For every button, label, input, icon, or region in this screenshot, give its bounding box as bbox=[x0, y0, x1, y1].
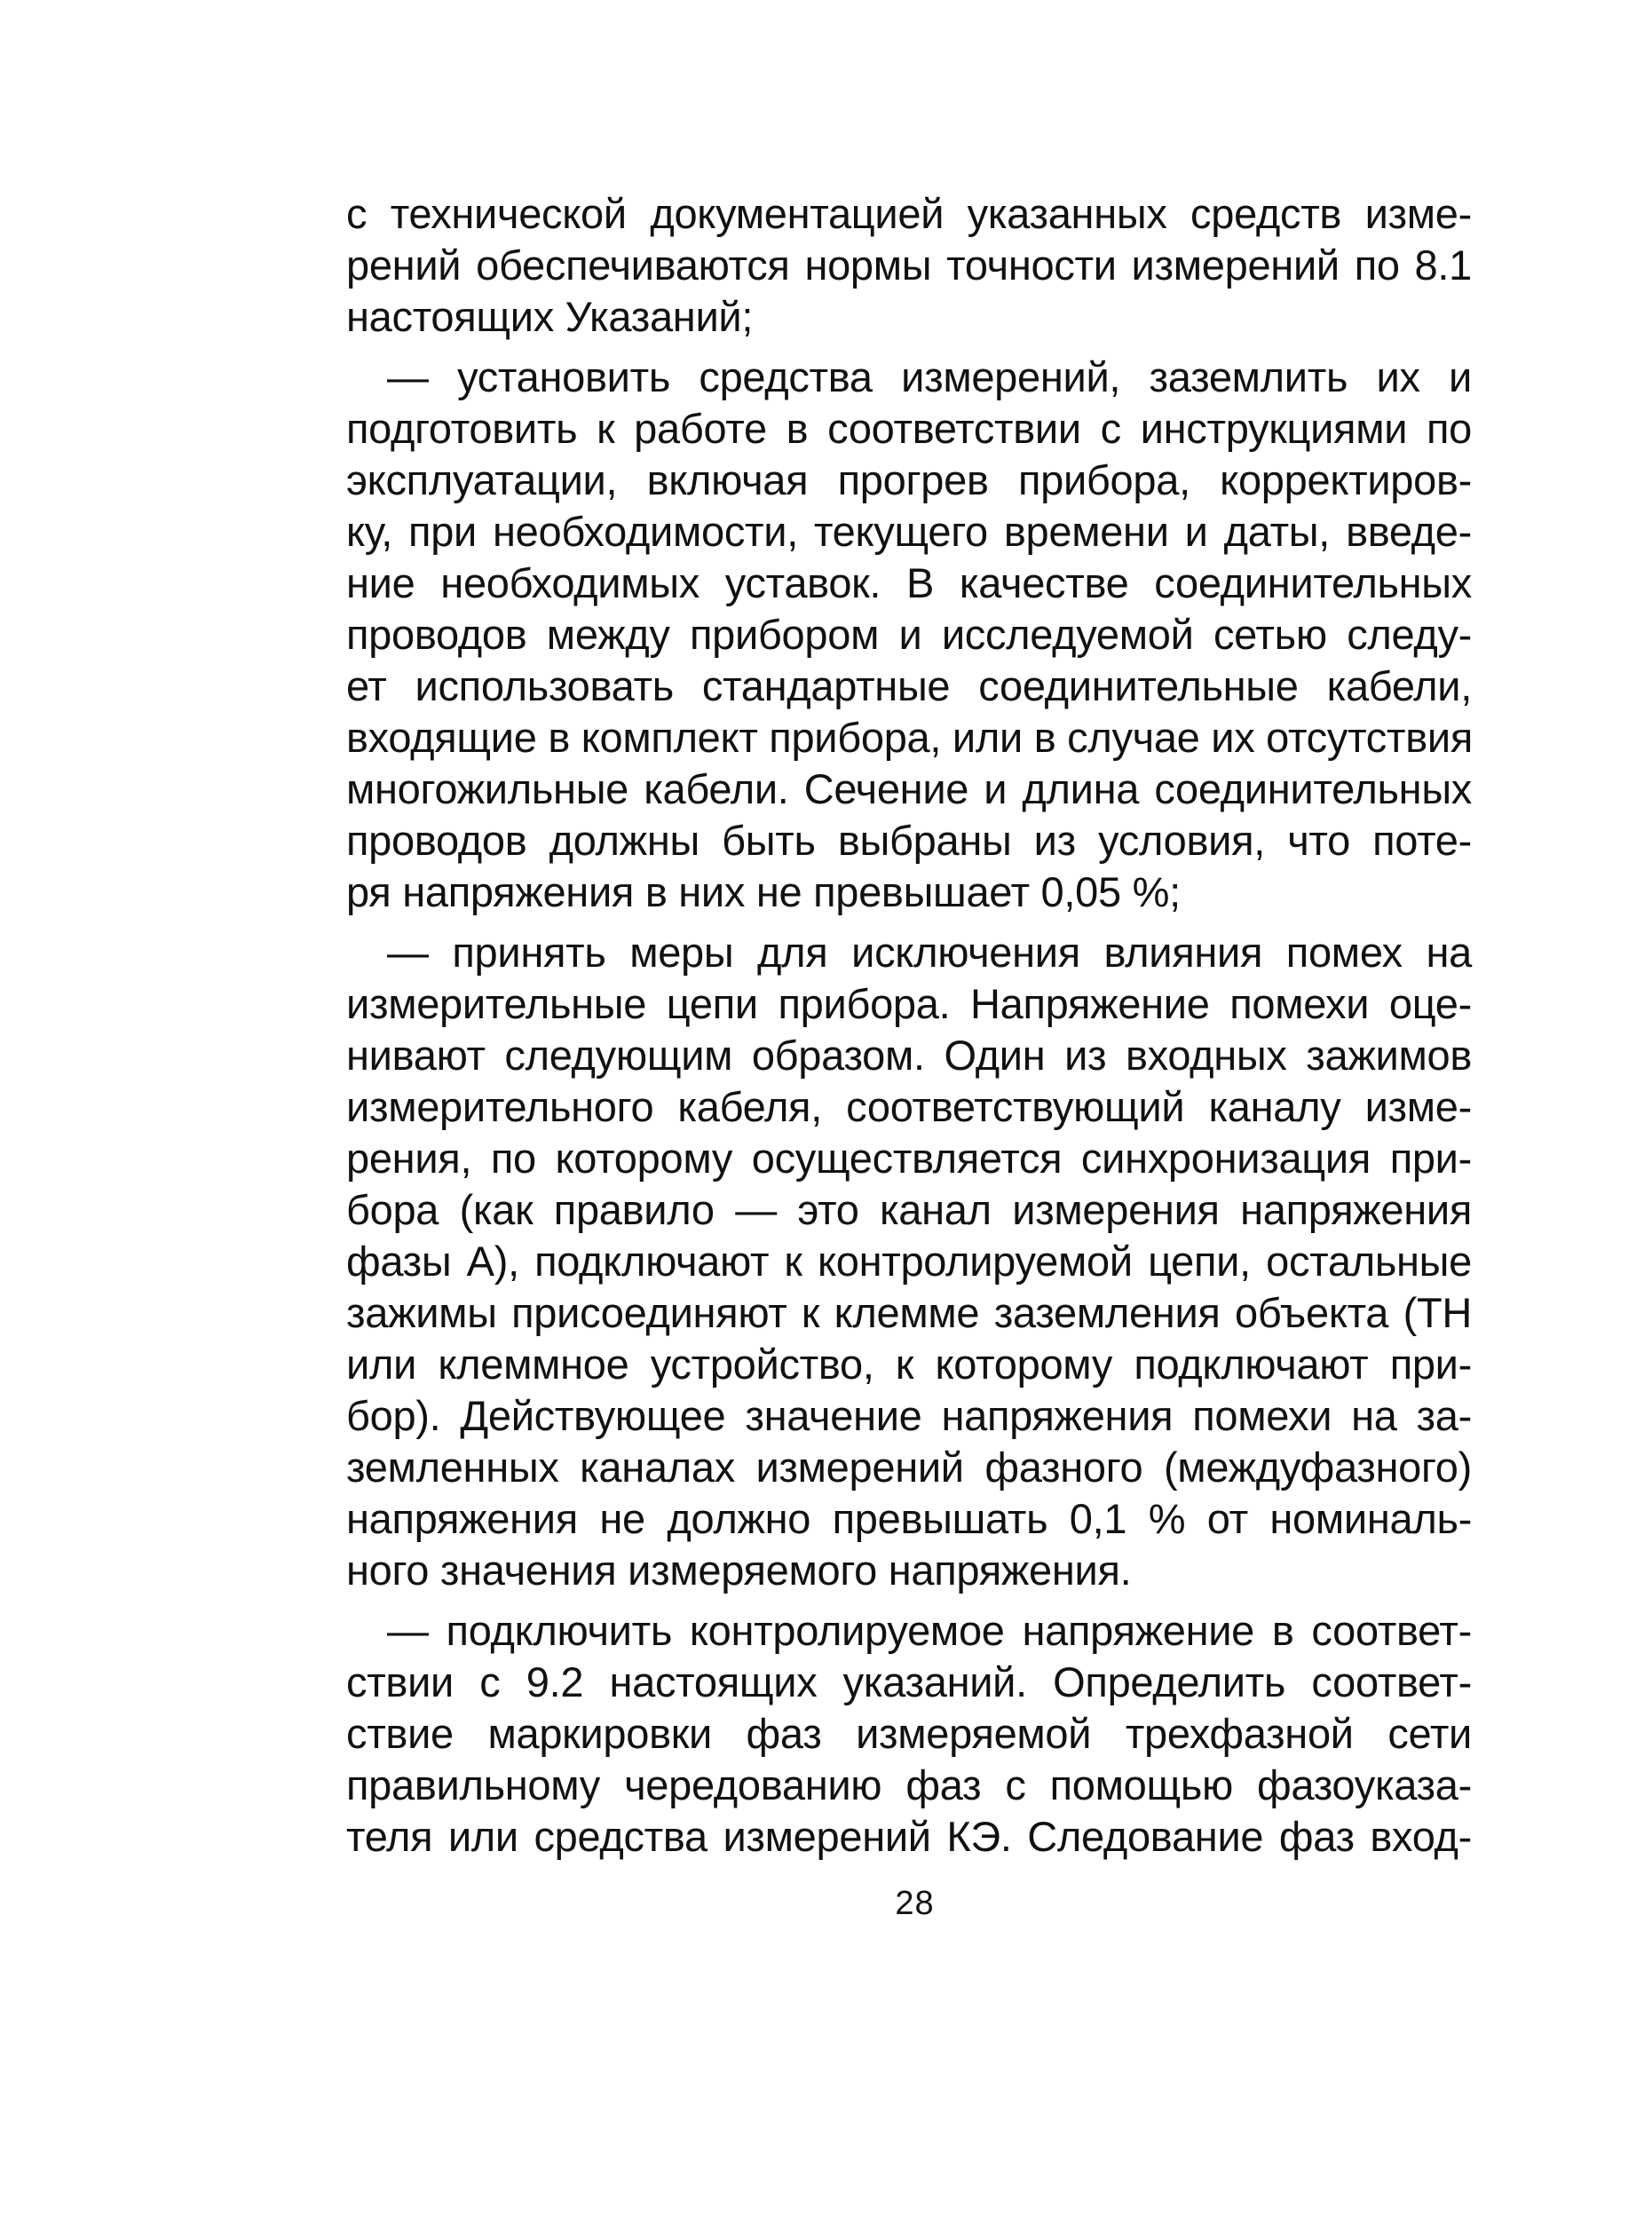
text-line: ствии с 9.2 настоящих указаний. Определить соответ- bbox=[346, 1658, 1472, 1705]
text-line: измерительного кабеля, соответствующий каналу изме- bbox=[346, 1083, 1472, 1130]
text-line: проводов между прибором и исследуемой сетью следу- bbox=[346, 611, 1472, 658]
text-line: многожильные кабели. Сечение и длина соединительных bbox=[346, 765, 1472, 812]
text-line: напряжения не должно превышать 0,1 % от номиналь- bbox=[346, 1495, 1472, 1542]
text-line: или клеммное устройство, к которому подключают при- bbox=[346, 1341, 1472, 1388]
text-line: земленных каналах измерений фазного (междуфазного) bbox=[346, 1444, 1472, 1491]
text-line: — принять меры для исключения влияния помех на bbox=[387, 929, 1472, 976]
text-line: правильному чередованию фаз с помощью фазоуказа- bbox=[346, 1761, 1472, 1808]
text-line: подготовить к работе в соответствии с инструкциями по bbox=[346, 405, 1472, 452]
text-line: ствие маркировки фаз измеряемой трехфазной сети bbox=[346, 1710, 1472, 1757]
text-line: настоящих Указаний; bbox=[346, 293, 754, 340]
text-line: теля или средства измерений КЭ. Следование фаз вход- bbox=[346, 1813, 1472, 1860]
paragraph-interference bbox=[346, 927, 1472, 1596]
text-line: рений обеспечиваются нормы точности измерений по 8.1 bbox=[346, 241, 1472, 289]
paragraph-install-instruments bbox=[346, 352, 1472, 918]
page-body bbox=[346, 188, 1472, 1871]
text-line: ного значения измеряемого напряжения. bbox=[346, 1547, 1132, 1594]
text-line: эксплуатации, включая прогрев прибора, корректиров- bbox=[346, 456, 1472, 503]
paragraph-continuation bbox=[346, 188, 1472, 343]
text-line: с технической документацией указанных средств изме- bbox=[346, 190, 1472, 237]
text-line: бора (как правило — это канал измерения напряжения bbox=[346, 1186, 1472, 1233]
text-line: рения, по которому осуществляется синхронизация при- bbox=[346, 1135, 1472, 1182]
text-line: — установить средства измерений, заземлить их и bbox=[387, 353, 1472, 400]
paragraph-connect-voltage bbox=[346, 1605, 1472, 1863]
text-line: ря напряжения в них не превышает 0,05 %; bbox=[346, 868, 1181, 915]
text-line: входящие в комплект прибора, или в случае их отсутствия bbox=[346, 714, 1473, 761]
text-line: — подключить контролируемое напряжение в соответ- bbox=[387, 1607, 1472, 1654]
text-line: измерительные цепи прибора. Напряжение помехи оце- bbox=[346, 980, 1472, 1027]
text-line: фазы А), подключают к контролируемой цепи, остальные bbox=[346, 1238, 1472, 1285]
text-line: проводов должны быть выбраны из условия, что поте- bbox=[346, 817, 1472, 864]
text-line: нивают следующим образом. Один из входных зажимов bbox=[346, 1032, 1472, 1079]
text-line: бор). Действующее значение напряжения помехи на за- bbox=[346, 1392, 1472, 1439]
page-number: 28 bbox=[895, 1885, 935, 1922]
text-line: зажимы присоединяют к клемме заземления объекта (ТН bbox=[346, 1289, 1472, 1336]
text-line: ку, при необходимости, текущего времени и даты, введе- bbox=[346, 508, 1472, 555]
text-line: ние необходимых уставок. В качестве соединительных bbox=[346, 559, 1472, 606]
text-line: ет использовать стандартные соединительные кабели, bbox=[346, 662, 1472, 709]
